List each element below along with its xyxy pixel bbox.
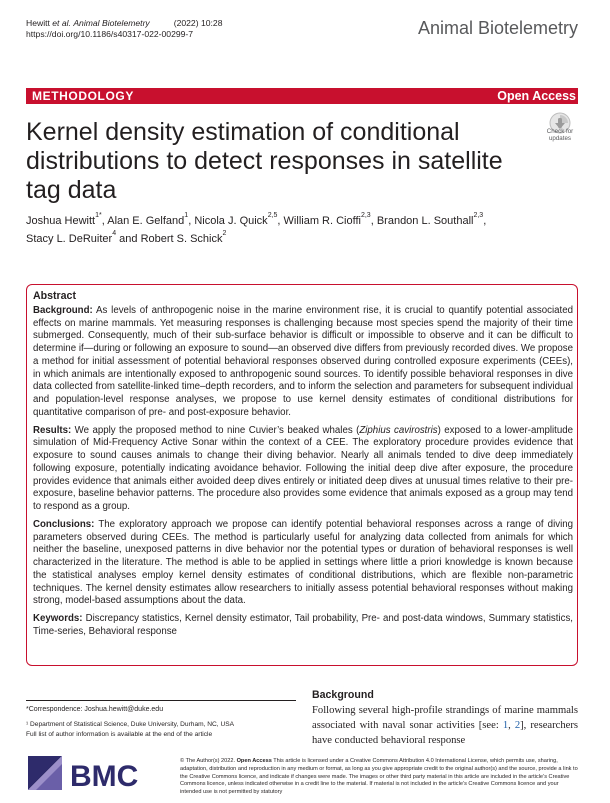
- author: Stacy L. DeRuiter: [26, 233, 113, 245]
- correspondence-email[interactable]: *Correspondence: Joshua.hewitt@duke.edu: [26, 706, 164, 713]
- abstract: [33, 290, 573, 644]
- doi-link[interactable]: https://doi.org/10.1186/s40317-022-00299-7: [26, 29, 194, 39]
- article-title: Kernel density estimation of conditional distributions to detect responses in satellite tag data: [26, 118, 503, 204]
- citation-journal: Animal Biotelemetry: [73, 18, 150, 28]
- author: Nicola J. Quick: [194, 215, 268, 227]
- bmc-logo-text: BMC: [70, 760, 139, 793]
- bmc-logo: [26, 754, 176, 796]
- abstract-heading: Abstract: [33, 290, 76, 302]
- background-heading: Background: [312, 689, 374, 701]
- author: Joshua Hewitt: [26, 215, 96, 227]
- affiliation-note: ¹ Department of Statistical Science, Duke University, Durham, NC, USA Full list of author information is available at the end of the article: [26, 721, 235, 738]
- author-list: Joshua Hewitt$^{1*}$, Alan E. Gelfand$^1$, Nicola J. Quick$^{2,5}$, William R. Cioffi$^{2,3}$, Brandon L. Southall$^{2,3}$, Stacy L. DeRuiter$^4$ and Robert S. Schick$^2$: [26, 212, 487, 245]
- open-access-label: Open Access: [497, 89, 576, 103]
- journal-name: Animal Biotelemetry: [417, 18, 578, 38]
- abstract-conclusions: Conclusions: The exploratory approach we propose can identify potential behavioral responses across a range of diving parameters observed during CEEs. The method is particularly useful for analyzing data collected from animals for which neither the baseline, unexposed patterns in dive behavior nor the potential types or duration of behavioral responses is well characterized in the literature. The method is able to be applied in settings where little a priori knowledge is known because the statistical analyses employ kernel density estimates of conditional distributions, which are flexible non-parametric techniques. The kernel density estimates allow researchers to initially assess potential behavioral responses without making strong, model-based assumptions about the data.: [33, 518, 573, 607]
- author: William R. Cioffi: [283, 215, 361, 227]
- check-for-updates-label[interactable]: Check for updates: [546, 128, 574, 142]
- author: Alan E. Gelfand: [107, 215, 185, 227]
- running-citation: [26, 18, 222, 40]
- citation-year-volume: (2022) 10:28: [173, 18, 223, 28]
- author: Robert S. Schick: [140, 233, 223, 245]
- author: Brandon L. Southall: [376, 215, 474, 227]
- section-label: METHODOLOGY: [32, 89, 134, 103]
- reference-link[interactable]: 1: [502, 720, 509, 731]
- footnote-divider: [26, 700, 296, 701]
- license-text: © The Author(s) 2022. Open Access This article is licensed under a Creative Commons Attribution 4.0 International License, which permits use, sharing, adaptation, distribution and reproduction in any medium or format, as long as you give appropriate credit to the original author(s) and the source, provide a link to the Creative Commons licence, and indicate if changes were made. The images or other third party material in this article are included in the article’s Creative Commons licence, unless indicated otherwise in a credit line to the material. If material is not included in the article’s Creative Commons licence and your intended use is not permitted by statutory: [180, 758, 578, 796]
- abstract-results: Results: We apply the proposed method to nine Cuvier’s beaked whales (Ziphius cavirostris) exposed to a lower-amplitude simulation of Mid-Frequency Active Sonar within the context of a CEE. The exploratory procedure provides evidence that exposure to sound causes animals to change their diving behavior. Nearly all animals tended to dive deep immediately following exposure, potentially indicating avoidance behavior. Following the initial deep dive after exposure, the procedure provides evidence that animals either avoided deep dives entirely or initiated deep dives at unusual times relative to their pre-exposure, baseline behavior patterns. The procedure also provides some evidence that animals exposed as a group may tend to respond as a group.: [33, 424, 574, 512]
- reference-link[interactable]: 2: [514, 720, 521, 731]
- citation-authors: Hewitt: [26, 18, 50, 28]
- abstract-keywords: Keywords: Discrepancy statistics, Kernel density estimator, Tail probability, Pre- and post-data windows, Summary statistics, Time-series, Behavioral response: [33, 613, 573, 637]
- citation-etal: et al.: [49, 18, 71, 28]
- abstract-background: Background: As levels of anthropogenic noise in the marine environment rise, it is crucial to quantify potential associated effects on marine mammals. Yet measuring responses is challenging because most species spend the majority of their time submerged. Consequently, much of their sub-surface behavior is difficult or impossible to observe and it can be difficult to determine if—during or following an exposure to sound—an observed dive differs from previously recorded dives. We propose a method for initial assessment of potential behavioral responses observed during controlled exposure experiments (CEEs), in which animals are intentionally exposed to anthropogenic sound sources. To identify possible behavioral responses in dive data collected from satellite-linked time–depth recorders, and to inform the selection and parameters for subsequent individual and population-level response analyses, we propose to use kernel density estimates of conditional distributions for quantitative comparison of pre- and post-exposure behavior.: [33, 304, 573, 418]
- background-paragraph: Following several high-profile strandings of marine mammals associated with naval sonar activities [see: 1, 2], researchers have conducted behavioral response: [312, 705, 578, 746]
